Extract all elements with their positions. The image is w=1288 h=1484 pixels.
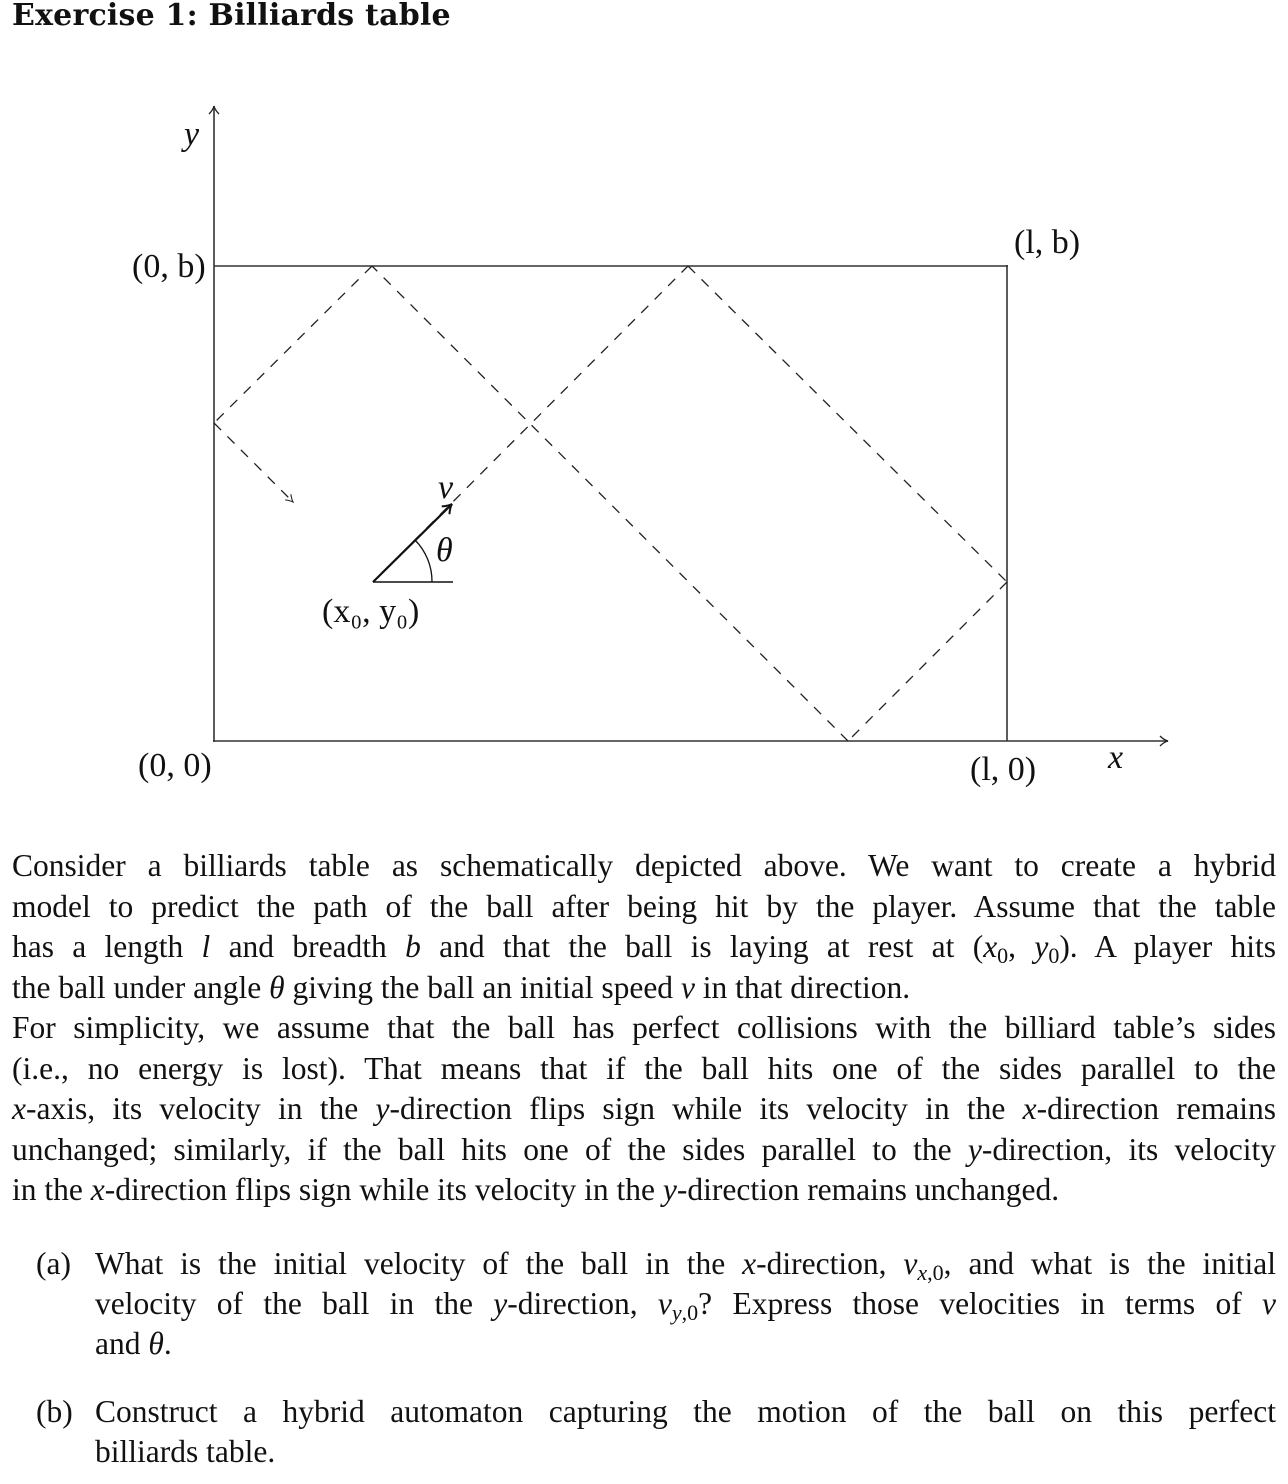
problem-description	[12, 846, 1276, 1211]
exercise-title: Exercise 1: Billiards table	[12, 0, 451, 33]
question-line: What is the initial velocity of the ball in the x-direction, $v_{x,0}$, and what is the initial	[95, 1246, 1276, 1285]
velocity-label: v	[438, 469, 454, 506]
question-marker: (b)	[36, 1394, 73, 1429]
paragraph-line: x-axis, its velocity in the y-direction flips sign while its velocity in the x-direction remains	[12, 1091, 1276, 1126]
y-axis-label: y	[184, 116, 200, 153]
paragraph-line: in the x-direction flips sign while its velocity in the y-direction remains unchanged.	[12, 1172, 1060, 1207]
question-line: velocity of the ball in the y-direction, $v_{y,0}$? Express those velocities in terms of v	[95, 1286, 1276, 1325]
x-axis-label: x	[1108, 739, 1124, 776]
bottom-right-corner-label: (l, 0)	[970, 751, 1037, 788]
question-line: Construct a hybrid automaton capturing the motion of the ball on this perfect	[95, 1394, 1276, 1429]
ball-path	[214, 266, 1007, 741]
angle-label: θ	[436, 532, 453, 569]
question-line: and θ.	[95, 1326, 172, 1361]
origin-label: (0, 0)	[138, 747, 212, 784]
paragraph-line: unchanged; similarly, if the ball hits one of the sides parallel to the y-direction, its velocity	[12, 1131, 1276, 1167]
ball-path-segment-3	[848, 582, 1007, 741]
question-line: billiards table.	[95, 1434, 276, 1469]
paragraph-line: Consider a billiards table as schematically depicted above. We want to create a hybrid	[12, 848, 1276, 883]
paragraph-line: model to predict the path of the ball after being hit by the player. Assume that the table	[12, 888, 1276, 924]
top-left-corner-label: (0, b)	[132, 248, 206, 285]
paragraph-line: has a length l and breadth b and that the ball is laying at rest at ($x_0$, $y_0$). A player hits	[12, 929, 1276, 968]
paragraph-line: For simplicity, we assume that the ball has perfect collisions with the billiard table’s sides	[12, 1010, 1276, 1045]
question-text	[95, 1244, 1276, 1364]
ball-path-segment-5	[214, 266, 372, 423]
question-text	[95, 1392, 1276, 1472]
question-marker: (a)	[36, 1246, 71, 1281]
paragraph-line: the ball under angle θ giving the ball an initial speed v in that direction.	[12, 969, 911, 1005]
ball-path-segment-2	[688, 266, 1007, 582]
start-position-label: (x₀, y₀)	[322, 593, 420, 630]
angle-arc	[415, 540, 432, 582]
paragraph-line: (i.e., no energy is lost). That means that if the ball hits one of the sides parallel to the	[12, 1050, 1276, 1086]
top-right-corner-label: (l, b)	[1014, 224, 1081, 261]
ball-path-segment-6	[214, 423, 293, 502]
